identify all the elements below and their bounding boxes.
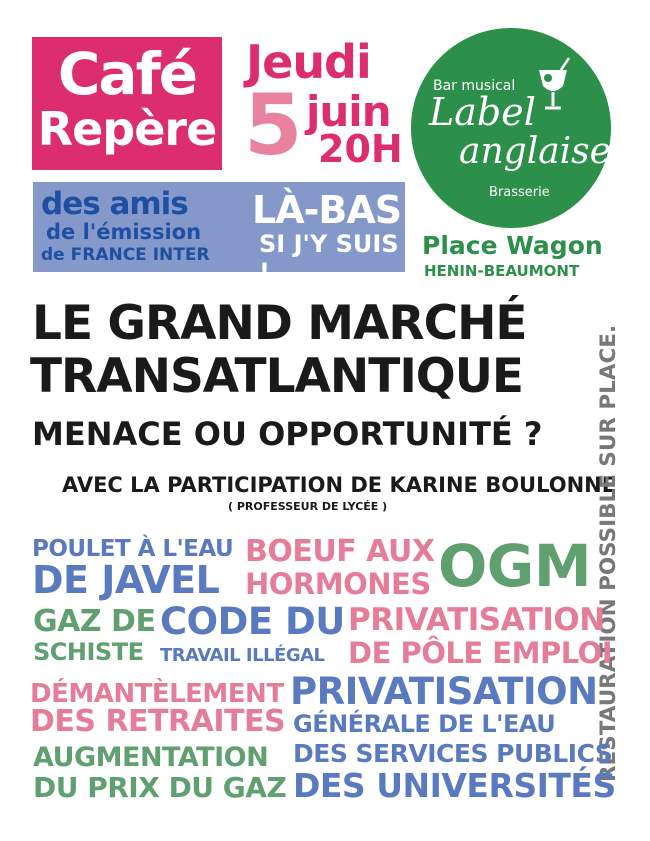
venue-name-line2: anglaise: [459, 131, 611, 172]
topic-privatisation-pole-line2: DE PÔLE EMPLOI: [348, 636, 613, 670]
venue-name-line1: Label: [429, 90, 536, 134]
topic-privatisation-eau-line4: DES UNIVERSITÉS: [293, 766, 616, 805]
topic-gaz-line2: SCHISTE: [33, 638, 144, 666]
topic-code-line1: CODE DU: [160, 600, 345, 643]
topic-boeuf-line1: BOEUF AUX: [245, 534, 435, 569]
topic-privatisation-pole-line1: PRIVATISATION: [348, 602, 605, 638]
show-title: LÀ-BAS: [252, 188, 402, 232]
topic-augmentation-line2: DU PRIX DU GAZ: [33, 771, 287, 804]
event-day: Jeudi: [246, 35, 371, 89]
bar-type: Bar musical: [433, 78, 516, 94]
restauration-note: RESTAURATION POSSIBLE SUR PLACE.: [596, 324, 621, 782]
france-inter-banner: [33, 182, 405, 286]
participation-text: AVEC LA PARTICIPATION DE KARINE BOULONNE: [62, 473, 617, 497]
speaker-role: ( PROFESSEUR DE LYCÉE ): [228, 500, 388, 513]
topic-augmentation-line1: AUGMENTATION: [33, 742, 269, 773]
venue-city: HENIN-BEAUMONT: [424, 262, 580, 280]
cafe-repere-box: [32, 37, 222, 170]
venue-logo: [411, 28, 611, 228]
title-line1: LE GRAND MARCHÉ: [32, 296, 527, 351]
topic-privatisation-eau-line3: DES SERVICES PUBLICS: [293, 739, 613, 768]
topic-privatisation-eau-line2: GÉNÉRALE DE L'EAU: [293, 710, 556, 738]
show-subtitle: SI J'Y SUIS !: [259, 230, 399, 286]
topic-demantelement-line1: DÉMANTÈLEMENT: [30, 679, 284, 709]
topic-poulet-line1: POULET À L'EAU: [32, 536, 234, 562]
topic-gaz-line1: GAZ DE: [33, 604, 156, 639]
topic-boeuf-line2: HORMONES: [245, 567, 431, 601]
cocktail-glass-icon: [535, 56, 575, 112]
topic-privatisation-eau-line1: PRIVATISATION: [290, 670, 598, 713]
venue-place: Place Wagon: [422, 231, 603, 260]
brasserie-label: Brasserie: [489, 185, 550, 200]
banner-line1: des amis: [41, 186, 188, 222]
event-date-number: 5: [244, 76, 303, 174]
topic-poulet-line2: DE JAVEL: [32, 558, 220, 602]
cafe-label: Café: [57, 40, 197, 108]
banner-line2: de l'émission: [46, 220, 202, 244]
event-month: juin: [306, 87, 391, 136]
banner-line3: de FRANCE INTER: [41, 245, 210, 265]
topic-ogm: OGM: [438, 532, 592, 600]
title-subtitle: MENACE OU OPPORTUNITÉ ?: [32, 415, 543, 453]
topic-code-line2: TRAVAIL ILLÉGAL: [160, 645, 325, 666]
topic-demantelement-line2: DES RETRAITES: [30, 704, 286, 739]
event-time: 20H: [318, 127, 403, 171]
repere-label: Repère: [37, 102, 217, 156]
title-line2: TRANSATLANTIQUE: [30, 349, 524, 404]
